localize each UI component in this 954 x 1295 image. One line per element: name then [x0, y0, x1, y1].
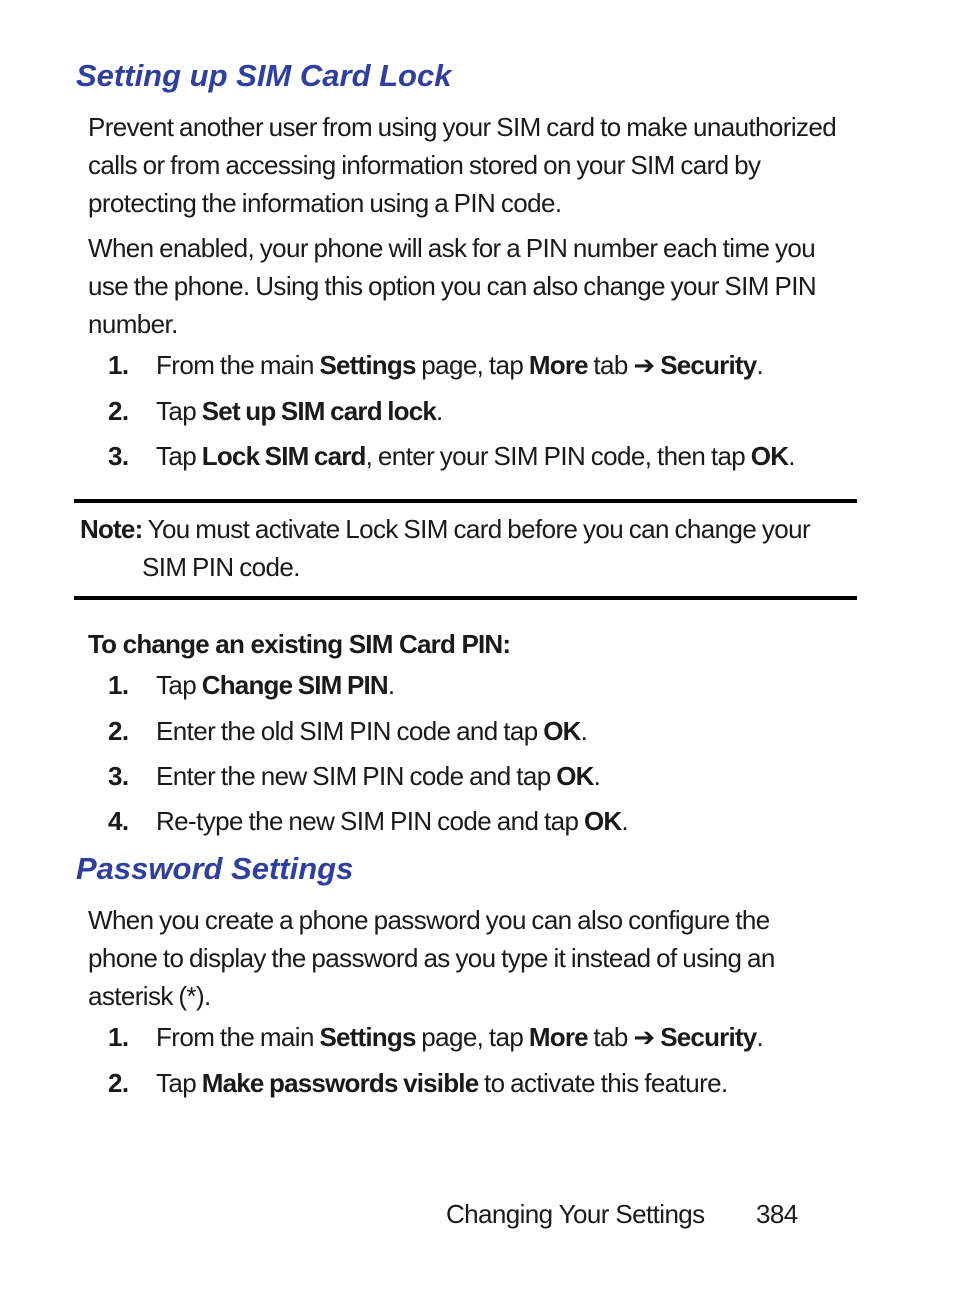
paragraph-line: Prevent another user from using your SIM card to make unauthorized: [88, 112, 837, 142]
step-text: .: [788, 441, 795, 471]
footer-section-name: Changing Your Settings: [446, 1199, 705, 1229]
sim-lock-detail-paragraph: [88, 229, 868, 343]
step-text: .: [756, 350, 764, 380]
step-text: to activate this feature.: [478, 1068, 728, 1098]
ui-term-make-passwords-visible: Make passwords visible: [201, 1068, 479, 1098]
step-number: 3.: [108, 761, 129, 791]
step-text: From the main: [156, 350, 320, 380]
change-pin-step-4: [108, 802, 628, 840]
ui-term-settings: Settings: [319, 350, 416, 380]
note-label: Note:: [80, 514, 143, 544]
step-text: From the main: [156, 1022, 320, 1052]
step-text: Re-type the new SIM PIN code and tap: [156, 806, 584, 836]
note-line: [80, 510, 850, 548]
ui-term-security: Security: [660, 350, 757, 380]
footer-page-number: 384: [756, 1199, 798, 1229]
change-pin-step-2: [108, 712, 587, 750]
step-text: .: [387, 670, 395, 700]
ui-term-ok: OK: [583, 806, 622, 836]
note-text: You must activate Lock SIM card before you can change your: [142, 514, 811, 544]
step-number: 1.: [108, 350, 129, 380]
step-number: 4.: [108, 806, 129, 836]
change-pin-subheading: To change an existing SIM Card PIN:: [88, 629, 511, 659]
ui-term-ok: OK: [750, 441, 789, 471]
paragraph-line: use the phone. Using this option you can also change your SIM PIN: [88, 271, 817, 301]
paragraph-line: protecting the information using a PIN code.: [88, 188, 562, 218]
step-text: Tap: [156, 1068, 202, 1098]
ui-term-ok: OK: [556, 761, 594, 791]
ui-term-change-sim-pin: Change SIM PIN: [201, 670, 388, 700]
sim-lock-step-3: [108, 437, 795, 475]
step-text: Tap: [156, 670, 202, 700]
ui-term-more: More: [528, 1022, 588, 1052]
paragraph-line: When enabled, your phone will ask for a PIN number each time you: [88, 233, 816, 263]
sim-lock-step-1: [108, 346, 763, 384]
note-top-rule: [74, 499, 857, 503]
paragraph-line: number.: [88, 309, 178, 339]
paragraph-line: phone to display the password as you type it instead of using an: [88, 943, 775, 973]
ui-term-lock-sim-card: Lock SIM card: [201, 441, 366, 471]
step-text: Tap: [156, 441, 202, 471]
ui-term-set-up-sim-card-lock: Set up SIM card lock: [201, 396, 437, 426]
step-number: 2.: [108, 1068, 129, 1098]
step-text: Enter the old SIM PIN code and tap: [156, 716, 544, 746]
sim-lock-step-2: [108, 392, 443, 430]
step-number: 2.: [108, 396, 129, 426]
section-title-sim-card-lock: Setting up SIM Card Lock: [76, 58, 452, 93]
step-text: .: [621, 806, 628, 836]
note-bottom-rule: [74, 596, 857, 600]
section-title-password-settings: Password Settings: [76, 851, 354, 886]
step-text: .: [756, 1022, 764, 1052]
step-number: 2.: [108, 716, 129, 746]
step-text: , enter your SIM PIN code, then tap: [365, 441, 751, 471]
paragraph-line: calls or from accessing information stored on your SIM card by: [88, 150, 761, 180]
ui-term-more: More: [528, 350, 588, 380]
change-pin-step-1: [108, 666, 395, 704]
ui-term-security: Security: [660, 1022, 757, 1052]
step-text: .: [436, 396, 443, 426]
step-text: Tap: [156, 396, 202, 426]
paragraph-line: When you create a phone password you can also configure the: [88, 905, 770, 935]
change-pin-step-3: [108, 757, 600, 795]
step-text: .: [580, 716, 588, 746]
step-number: 1.: [108, 670, 129, 700]
step-text: tab ➔: [587, 350, 661, 380]
password-intro-paragraph: [88, 901, 868, 1015]
note-line: SIM PIN code.: [142, 552, 300, 582]
step-text: page, tap: [415, 350, 529, 380]
step-number: 3.: [108, 441, 129, 471]
step-text: .: [593, 761, 601, 791]
step-text: Enter the new SIM PIN code and tap: [156, 761, 557, 791]
ui-term-ok: OK: [543, 716, 581, 746]
step-text: page, tap: [415, 1022, 529, 1052]
step-text: tab ➔: [587, 1022, 661, 1052]
password-step-2: [108, 1064, 728, 1102]
step-number: 1.: [108, 1022, 129, 1052]
sim-lock-intro-paragraph: [88, 108, 868, 222]
paragraph-line: asterisk (*).: [88, 981, 211, 1011]
ui-term-settings: Settings: [319, 1022, 416, 1052]
password-step-1: [108, 1018, 763, 1056]
note-block: [80, 510, 850, 586]
